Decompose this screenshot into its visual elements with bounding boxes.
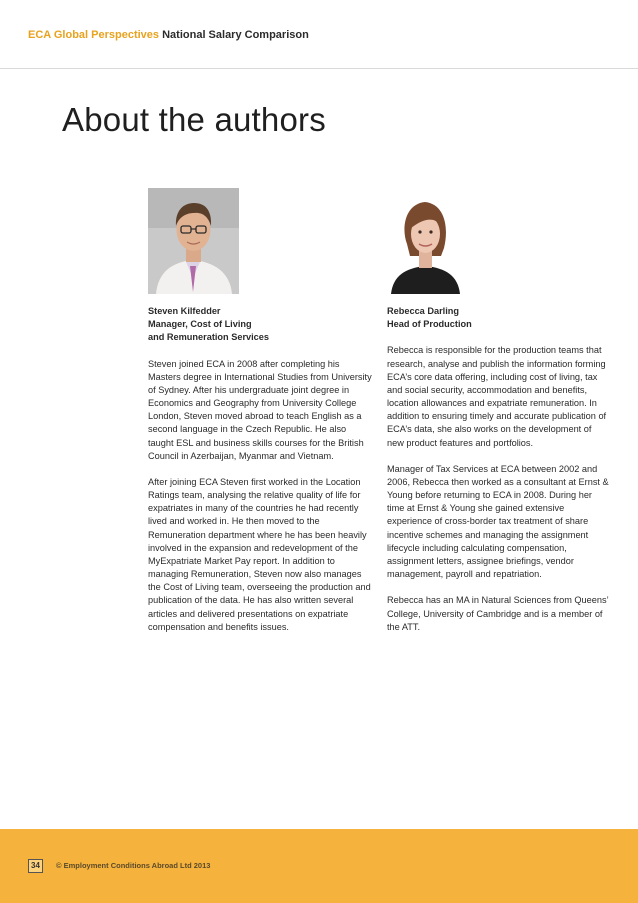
author-bio-paragraph: After joining ECA Steven first worked in the Location Ratings team, analysing the relative quality of life for expatriates in many of the countries he had recently lived and worked in. He then moved to the Remuneration department where he has been heavily involved in the expansion and redevelopment of the MyExpatriate Market Pay report. In addition to managing Remuneration, Steven now also manages the Cost of Living team, overseeing the production and publication of the data. He has also written several articles and delivered presentations on expatriate compensation and benefits issues. [148,477,371,632]
page-number: 34 [28,859,43,873]
author-heading [148,305,374,344]
author-role-continued: and Remuneration Services [148,332,270,343]
report-title: National Salary Comparison [162,29,309,41]
author-heading [387,305,609,331]
running-header [28,29,309,41]
author-column-steven [148,305,374,634]
author-bio-paragraph: Rebecca has an MA in Natural Sciences from Queens’ College, University of Cambridge and is a member of the ATT. [387,595,609,632]
page-title: About the authors [62,101,326,138]
author-photo-rebecca [387,188,464,294]
copyright-notice: © Employment Conditions Abroad Ltd 2013 [56,861,211,870]
author-bio-paragraph: Manager of Tax Services at ECA between 2002 and 2006, Rebecca then worked as a consultant at Ernst & Young before returning to ECA in 2008. During her time at Ernst & Young she gained extensive experience of cross-border tax treatment of share incentive schemes and managing the assignment lifecycle including calculating compensation, assignment letters, assignee briefings, vendor management, payroll and repatriation. [387,463,609,580]
author-photo-steven [148,188,239,294]
author-bio-paragraph: Steven joined ECA in 2008 after completing his Masters degree in International Studies from University of Sydney. After his undergraduate joint degree in Economics and Geography from University College London, Steven moved abroad to teach English as a second language in the Czech Republic. He also taught ESL and business skills courses for the British Council in Azerbaijan, Myanmar and Vietnam. [148,358,372,461]
series-label: ECA Global Perspectives [28,29,160,41]
author-role: Head of Production [387,319,472,330]
author-bio-paragraph: Rebecca is responsible for the production teams that research, analyse and publish the information forming ECA’s core data offering, including cost of living, tax and social security, accommodation and benefits, location allowances and expatriate remuneration. In addition to ensuring timely and accurate publication of ECA’s data, she also works on the development of new product features and portfolios. [387,345,607,448]
author-column-rebecca [387,305,609,634]
author-role: Manager, Cost of Living [148,319,252,330]
author-name: Steven Kilfedder [148,306,221,316]
author-name: Rebecca Darling [387,306,459,316]
header-divider [0,68,638,69]
